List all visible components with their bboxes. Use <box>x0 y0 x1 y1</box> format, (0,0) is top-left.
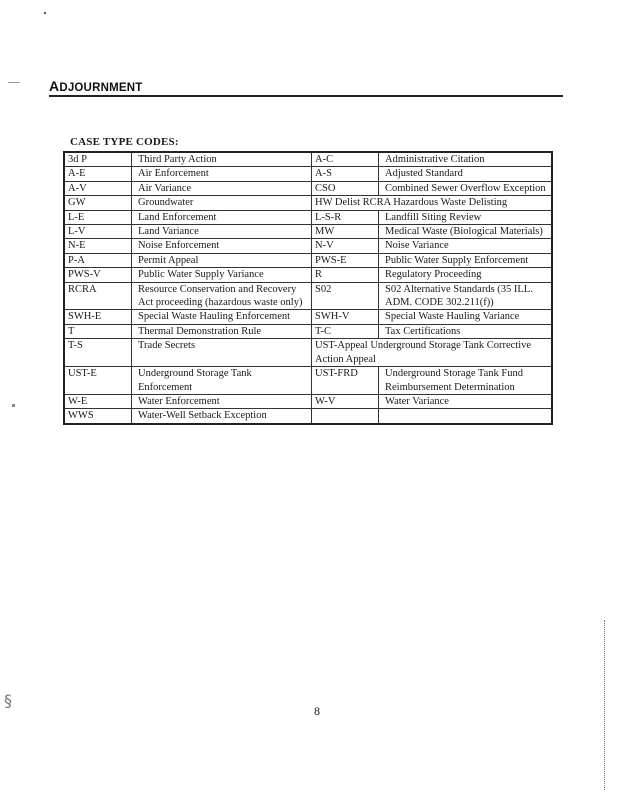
case-type-codes-body <box>64 152 552 424</box>
case-description: Landfill Siting Review <box>379 210 553 224</box>
table-row <box>64 268 552 282</box>
case-description: Water Enforcement <box>132 394 312 408</box>
case-code: W-V <box>312 394 379 408</box>
case-code-with-description: HW Delist RCRA Hazardous Waste Delisting <box>312 196 553 210</box>
table-row <box>64 225 552 239</box>
case-code: PWS-V <box>64 268 132 282</box>
case-description: Underground Storage Tank Enforcement <box>132 367 312 395</box>
section-heading-initial: A <box>49 78 60 94</box>
case-code: GW <box>64 196 132 210</box>
table-row <box>64 181 552 195</box>
section-heading <box>49 78 142 94</box>
table-row <box>64 239 552 253</box>
table-row <box>64 394 552 408</box>
case-description: Medical Waste (Biological Materials) <box>379 225 553 239</box>
case-description: Third Party Action <box>132 152 312 167</box>
case-code: WWS <box>64 409 132 424</box>
case-code: P-A <box>64 253 132 267</box>
case-code: SWH-E <box>64 310 132 324</box>
scan-mark: § <box>4 691 12 710</box>
empty-cell <box>379 409 553 424</box>
table-row <box>64 196 552 210</box>
case-description: Resource Conservation and Recovery Act proceeding (hazardous waste only) <box>132 282 312 310</box>
case-code: SWH-V <box>312 310 379 324</box>
case-description: Adjusted Standard <box>379 167 553 181</box>
case-description: Combined Sewer Overflow Exception <box>379 181 553 195</box>
case-type-codes-title: CASE TYPE CODES: <box>70 136 179 148</box>
case-description: Noise Enforcement <box>132 239 312 253</box>
table-row <box>64 152 552 167</box>
case-code: W-E <box>64 394 132 408</box>
case-code: L-V <box>64 225 132 239</box>
table-row <box>64 310 552 324</box>
case-code: T-S <box>64 339 132 367</box>
case-code-with-description: UST-Appeal Underground Storage Tank Corrective Action Appeal <box>312 339 553 367</box>
table-row <box>64 324 552 338</box>
table-row <box>64 339 552 367</box>
table-row <box>64 167 552 181</box>
page-number: 8 <box>314 704 320 718</box>
case-description: Special Waste Hauling Enforcement <box>132 310 312 324</box>
scan-edge-line <box>604 620 605 790</box>
heading-rule <box>49 95 563 97</box>
case-code: CSO <box>312 181 379 195</box>
case-description: Water Variance <box>379 394 553 408</box>
case-code: R <box>312 268 379 282</box>
case-code: A-S <box>312 167 379 181</box>
case-description: Regulatory Proceeding <box>379 268 553 282</box>
case-description: Groundwater <box>132 196 312 210</box>
case-description: Special Waste Hauling Variance <box>379 310 553 324</box>
case-code: UST-E <box>64 367 132 395</box>
case-code: A-V <box>64 181 132 195</box>
table-row <box>64 409 552 424</box>
case-description: Trade Secrets <box>132 339 312 367</box>
case-code: A-E <box>64 167 132 181</box>
case-description: Air Variance <box>132 181 312 195</box>
case-code: L-S-R <box>312 210 379 224</box>
case-code: N-E <box>64 239 132 253</box>
scan-speck <box>8 82 20 83</box>
case-code: A-C <box>312 152 379 167</box>
scan-speck <box>44 12 46 14</box>
case-code: UST-FRD <box>312 367 379 395</box>
case-description: Public Water Supply Enforcement <box>379 253 553 267</box>
case-code: T-C <box>312 324 379 338</box>
case-description: Tax Certifications <box>379 324 553 338</box>
case-description: Noise Variance <box>379 239 553 253</box>
case-description: Land Variance <box>132 225 312 239</box>
case-description: Permit Appeal <box>132 253 312 267</box>
case-description: Air Enforcement <box>132 167 312 181</box>
case-code: RCRA <box>64 282 132 310</box>
case-description: Underground Storage Tank Fund Reimbursement Determination <box>379 367 553 395</box>
case-code: MW <box>312 225 379 239</box>
table-row <box>64 282 552 310</box>
section-heading-rest: DJOURNMENT <box>59 82 143 94</box>
table-row <box>64 367 552 395</box>
case-code: T <box>64 324 132 338</box>
case-code: L-E <box>64 210 132 224</box>
case-code: N-V <box>312 239 379 253</box>
table-row <box>64 210 552 224</box>
case-description: Administrative Citation <box>379 152 553 167</box>
case-code: 3d P <box>64 152 132 167</box>
case-type-codes-table <box>63 151 553 425</box>
scan-speck <box>12 404 15 407</box>
case-description: Thermal Demonstration Rule <box>132 324 312 338</box>
table-row <box>64 253 552 267</box>
case-description: Land Enforcement <box>132 210 312 224</box>
case-description: Public Water Supply Variance <box>132 268 312 282</box>
case-code: S02 <box>312 282 379 310</box>
case-code: PWS-E <box>312 253 379 267</box>
empty-cell <box>312 409 379 424</box>
case-description: Water-Well Setback Exception <box>132 409 312 424</box>
case-description: S02 Alternative Standards (35 ILL. ADM. CODE 302.211(f)) <box>379 282 553 310</box>
